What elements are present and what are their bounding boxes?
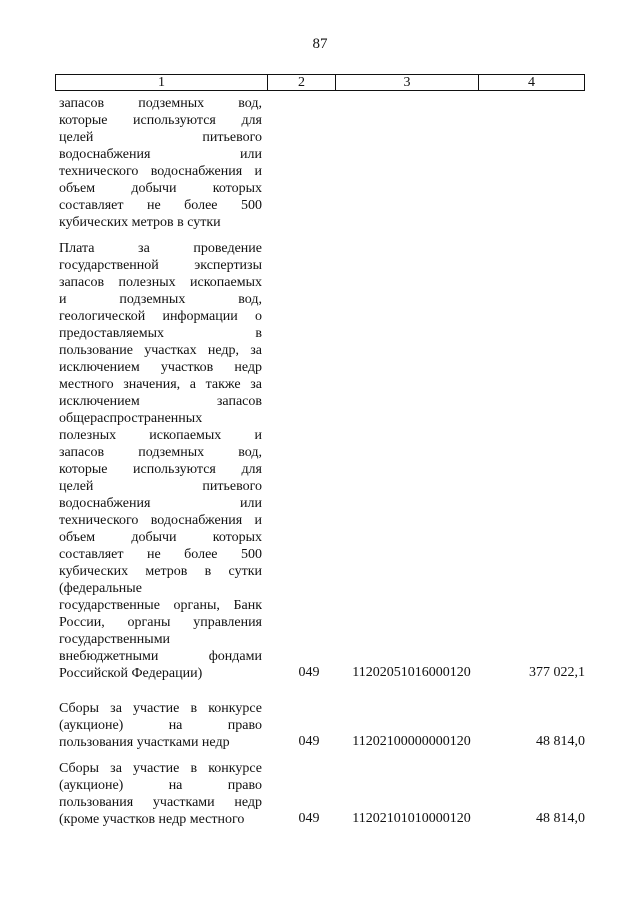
description-line: Сборы за участие в конкурсе	[59, 701, 262, 716]
table-header-row	[55, 74, 585, 91]
description-line: геологической информации о	[59, 309, 262, 324]
description-line: запасов подземных вод,	[59, 445, 262, 460]
row-description	[59, 240, 262, 682]
row-kbk: 11202051016000120	[352, 665, 471, 680]
description-line: государственной экспертизы	[59, 258, 262, 273]
description-line: технического водоснабжения и	[59, 164, 262, 179]
description-line: технического водоснабжения и	[59, 513, 262, 528]
description-line: государственные органы, Банк	[59, 598, 262, 613]
description-line: (кроме участков недр местного	[59, 812, 245, 827]
description-line: России, органы управления	[59, 615, 262, 630]
row-code: 049	[298, 734, 320, 749]
description-line: исключением запасов	[59, 394, 262, 409]
header-col-4: 4	[528, 75, 535, 90]
description-line: объем добычи которых	[59, 530, 262, 545]
header-col-1: 1	[56, 75, 268, 90]
header-col-2: 2	[268, 75, 336, 90]
description-line: составляет не более 500	[59, 547, 262, 562]
description-line: водоснабжения или	[59, 496, 262, 511]
description-line: Российской Федерации)	[59, 666, 203, 681]
description-line: Сборы за участие в конкурсе	[59, 761, 262, 776]
row-kbk: 11202101010000120	[352, 811, 471, 826]
description-line: внебюджетными фондами	[59, 649, 262, 664]
row-code: 049	[298, 811, 320, 826]
page-number: 87	[312, 36, 328, 52]
description-line: исключением участков недр	[59, 360, 262, 375]
description-line: кубических метров в сутки	[59, 564, 262, 579]
row-kbk: 11202100000000120	[352, 734, 471, 749]
description-line: общераспространенных	[59, 411, 203, 426]
description-line: целей питьевого	[59, 130, 262, 145]
description-line: пользование участках недр, за	[59, 343, 262, 358]
description-line: (аукционе) на право	[59, 718, 262, 733]
row-sum: 48 814,0	[536, 734, 585, 749]
row-sum: 48 814,0	[536, 811, 585, 826]
description-line: полезных ископаемых и	[59, 428, 262, 443]
description-line: которые используются для	[59, 462, 262, 477]
description-line: государственными	[59, 632, 171, 647]
description-line: пользования участками недр	[59, 795, 262, 810]
description-line: запасов полезных ископаемых	[59, 275, 262, 290]
description-line: и подземных вод,	[59, 292, 262, 307]
description-line: объем добычи которых	[59, 181, 262, 196]
description-line: пользования участками недр	[59, 735, 230, 750]
table-row	[59, 240, 585, 682]
description-line: предоставляемых в	[59, 326, 262, 341]
table-row	[59, 700, 585, 751]
description-line: составляет не более 500	[59, 198, 262, 213]
row-sum: 377 022,1	[529, 665, 585, 680]
description-line: которые используются для	[59, 113, 262, 128]
description-line: Плата за проведение	[59, 241, 262, 256]
description-line: кубических метров в сутки	[59, 215, 221, 230]
row-code: 049	[298, 665, 320, 680]
table-row	[59, 95, 585, 231]
description-line: запасов подземных вод,	[59, 96, 262, 111]
header-col-3: 3	[336, 75, 479, 90]
description-line: водоснабжения или	[59, 147, 262, 162]
row-description	[59, 700, 262, 751]
row-description	[59, 760, 262, 828]
description-line: целей питьевого	[59, 479, 262, 494]
description-line: (аукционе) на право	[59, 778, 262, 793]
description-line: местного значения, а также за	[59, 377, 262, 392]
table-row	[59, 760, 585, 828]
row-description	[59, 95, 262, 231]
description-line: (федеральные	[59, 581, 142, 596]
